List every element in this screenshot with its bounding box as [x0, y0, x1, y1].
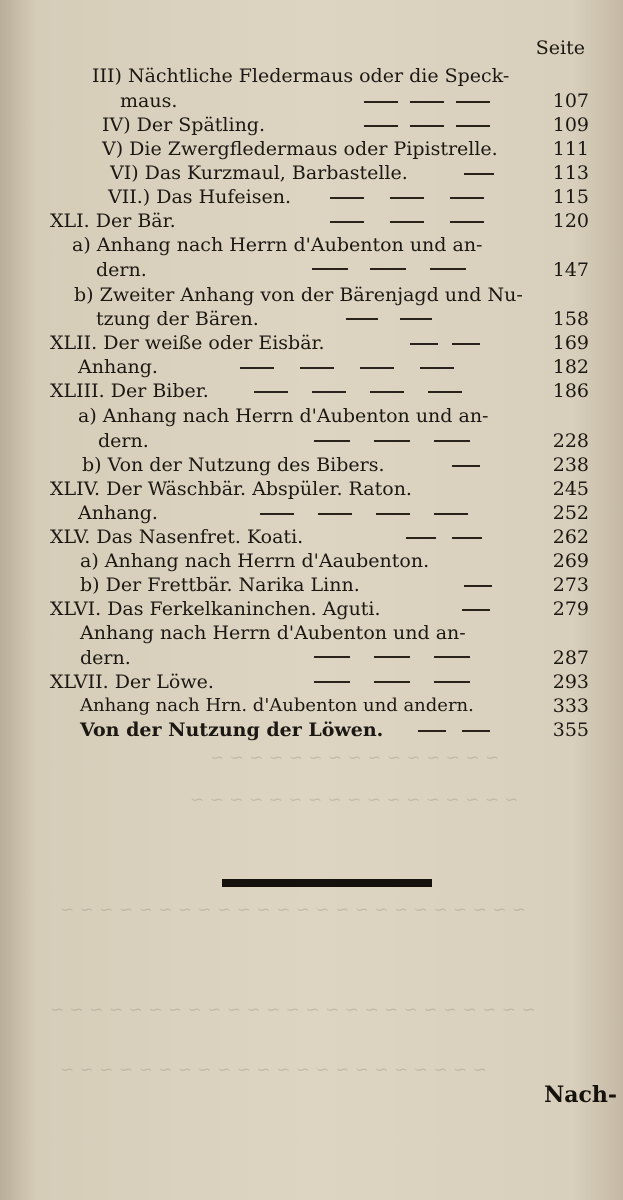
leader-dash [434, 656, 470, 658]
page-number: 147 [552, 259, 589, 281]
page-number: 113 [552, 162, 589, 184]
leader-dash [374, 681, 410, 683]
page-number: 115 [552, 186, 589, 208]
page-number: 252 [552, 502, 589, 524]
show-through-text: ~ ~ ~ ~ ~ ~ ~ ~ ~ ~ ~ ~ ~ ~ ~ ~ ~ ~ ~ ~ ~ ~ [60, 1060, 487, 1080]
toc-entry: XLV. Das Nasenfret. Koati. [50, 526, 304, 548]
show-through-text: ~ ~ ~ ~ ~ ~ ~ ~ ~ ~ ~ ~ ~ ~ ~ ~ ~ ~ ~ ~ ~ ~ ~ ~ ~ [50, 1000, 536, 1020]
leader-dash [456, 101, 490, 103]
leader-dash [314, 440, 350, 442]
seite-header: Seite [535, 37, 585, 59]
show-through-text: ~ ~ ~ ~ ~ ~ ~ ~ ~ ~ ~ ~ ~ ~ ~ ~ ~ [190, 790, 519, 810]
toc-entry: b) Der Frettbär. Narika Linn. [80, 574, 360, 596]
leader-dash [410, 343, 438, 345]
leader-dash [364, 101, 398, 103]
page-number: 109 [552, 114, 589, 136]
toc-entry: a) Anhang nach Herrn d'Aubenton und an- [78, 405, 489, 427]
leader-dash [410, 101, 444, 103]
leader-dash [346, 318, 378, 320]
page-number: 182 [552, 356, 589, 378]
toc-entry: dern. [80, 647, 131, 669]
toc-entry: b) Zweiter Anhang von der Bärenjagd und Nu- [74, 284, 523, 306]
toc-entry: V) Die Zwergfledermaus oder Pipistrelle. [102, 138, 498, 160]
toc-entry: VII.) Das Hufeisen. [108, 186, 292, 208]
leader-dash [450, 197, 484, 199]
leader-dash [370, 268, 406, 270]
toc-entry: dern. [98, 430, 149, 452]
toc-entry: maus. [120, 90, 178, 112]
toc-entry: IV) Der Spätling. [102, 114, 266, 136]
end-rule [222, 879, 432, 887]
page-number: 120 [552, 210, 589, 232]
toc-entry: Anhang nach Hrn. d'Aubenton und andern. [80, 695, 474, 716]
page-number: 279 [552, 598, 589, 620]
leader-dash [240, 367, 274, 369]
leader-dash [450, 221, 484, 223]
leader-dash [406, 537, 436, 539]
leader-dash [312, 391, 346, 393]
toc-entry: XLVI. Das Ferkelkaninchen. Aguti. [50, 598, 381, 620]
leader-dash [376, 513, 410, 515]
leader-dash [254, 391, 288, 393]
toc-entry: XLIV. Der Wäschbär. Abspüler. Raton. [50, 478, 412, 500]
leader-dash [410, 125, 444, 127]
toc-entry: VI) Das Kurzmaul, Barbastelle. [110, 162, 408, 184]
page-number: 287 [552, 647, 589, 669]
toc-entry: XLII. Der weiße oder Eisbär. [50, 332, 325, 354]
toc-entry: a) Anhang nach Herrn d'Aubenton und an- [72, 234, 483, 256]
leader-dash [462, 730, 490, 732]
leader-dash [364, 125, 398, 127]
toc-entry: XLVII. Der Löwe. [50, 671, 214, 693]
leader-dash [374, 656, 410, 658]
leader-dash [464, 585, 492, 587]
toc-entry: a) Anhang nach Herrn d'Aaubenton. [80, 550, 430, 572]
leader-dash [314, 656, 350, 658]
page-number: 111 [552, 138, 589, 160]
page-number: 245 [552, 478, 589, 500]
toc-entry: dern. [96, 259, 147, 281]
leader-dash [390, 197, 424, 199]
leader-dash [452, 537, 482, 539]
show-through-text: ~ ~ ~ ~ ~ ~ ~ ~ ~ ~ ~ ~ ~ ~ ~ ~ ~ ~ ~ ~ ~ ~ ~ ~ [60, 900, 527, 920]
page-number: 355 [552, 719, 589, 741]
leader-dash [434, 681, 470, 683]
toc-entry: b) Von der Nutzung des Bibers. [82, 454, 385, 476]
page-number: 333 [552, 695, 589, 717]
leader-dash [434, 513, 468, 515]
toc-entry: Anhang nach Herrn d'Aubenton und an- [80, 622, 466, 644]
page-number: 107 [552, 90, 589, 112]
toc-entry: Anhang. [78, 502, 158, 524]
leader-dash [464, 173, 494, 175]
leader-dash [462, 609, 490, 611]
leader-dash [428, 391, 462, 393]
page-number: 169 [552, 332, 589, 354]
leader-dash [418, 730, 446, 732]
page-number: 186 [552, 380, 589, 402]
show-through-text: ~ ~ ~ ~ ~ ~ ~ ~ ~ ~ ~ ~ ~ ~ ~ [210, 748, 500, 768]
page-number: 293 [552, 671, 589, 693]
toc-entry: XLIII. Der Biber. [50, 380, 209, 402]
page-number: 269 [552, 550, 589, 572]
leader-dash [360, 367, 394, 369]
toc-entry: Von der Nutzung der Löwen. [80, 719, 384, 741]
leader-dash [452, 465, 480, 467]
page-number: 228 [552, 430, 589, 452]
page-number: 158 [552, 308, 589, 330]
page-number: 262 [552, 526, 589, 548]
leader-dash [330, 221, 364, 223]
leader-dash [452, 343, 480, 345]
leader-dash [400, 318, 432, 320]
leader-dash [318, 513, 352, 515]
leader-dash [260, 513, 294, 515]
toc-entry: tzung der Bären. [96, 308, 259, 330]
leader-dash [314, 681, 350, 683]
leader-dash [330, 197, 364, 199]
leader-dash [430, 268, 466, 270]
toc-entry: Anhang. [78, 356, 158, 378]
leader-dash [312, 268, 348, 270]
leader-dash [420, 367, 454, 369]
leader-dash [456, 125, 490, 127]
toc-entry: XLI. Der Bär. [50, 210, 176, 232]
leader-dash [434, 440, 470, 442]
leader-dash [370, 391, 404, 393]
toc-entry: III) Nächtliche Fledermaus oder die Speck- [92, 65, 510, 87]
page-number: 238 [552, 454, 589, 476]
leader-dash [300, 367, 334, 369]
catchword: Nach- [544, 1082, 617, 1108]
leader-dash [390, 221, 424, 223]
page-number: 273 [552, 574, 589, 596]
leader-dash [374, 440, 410, 442]
